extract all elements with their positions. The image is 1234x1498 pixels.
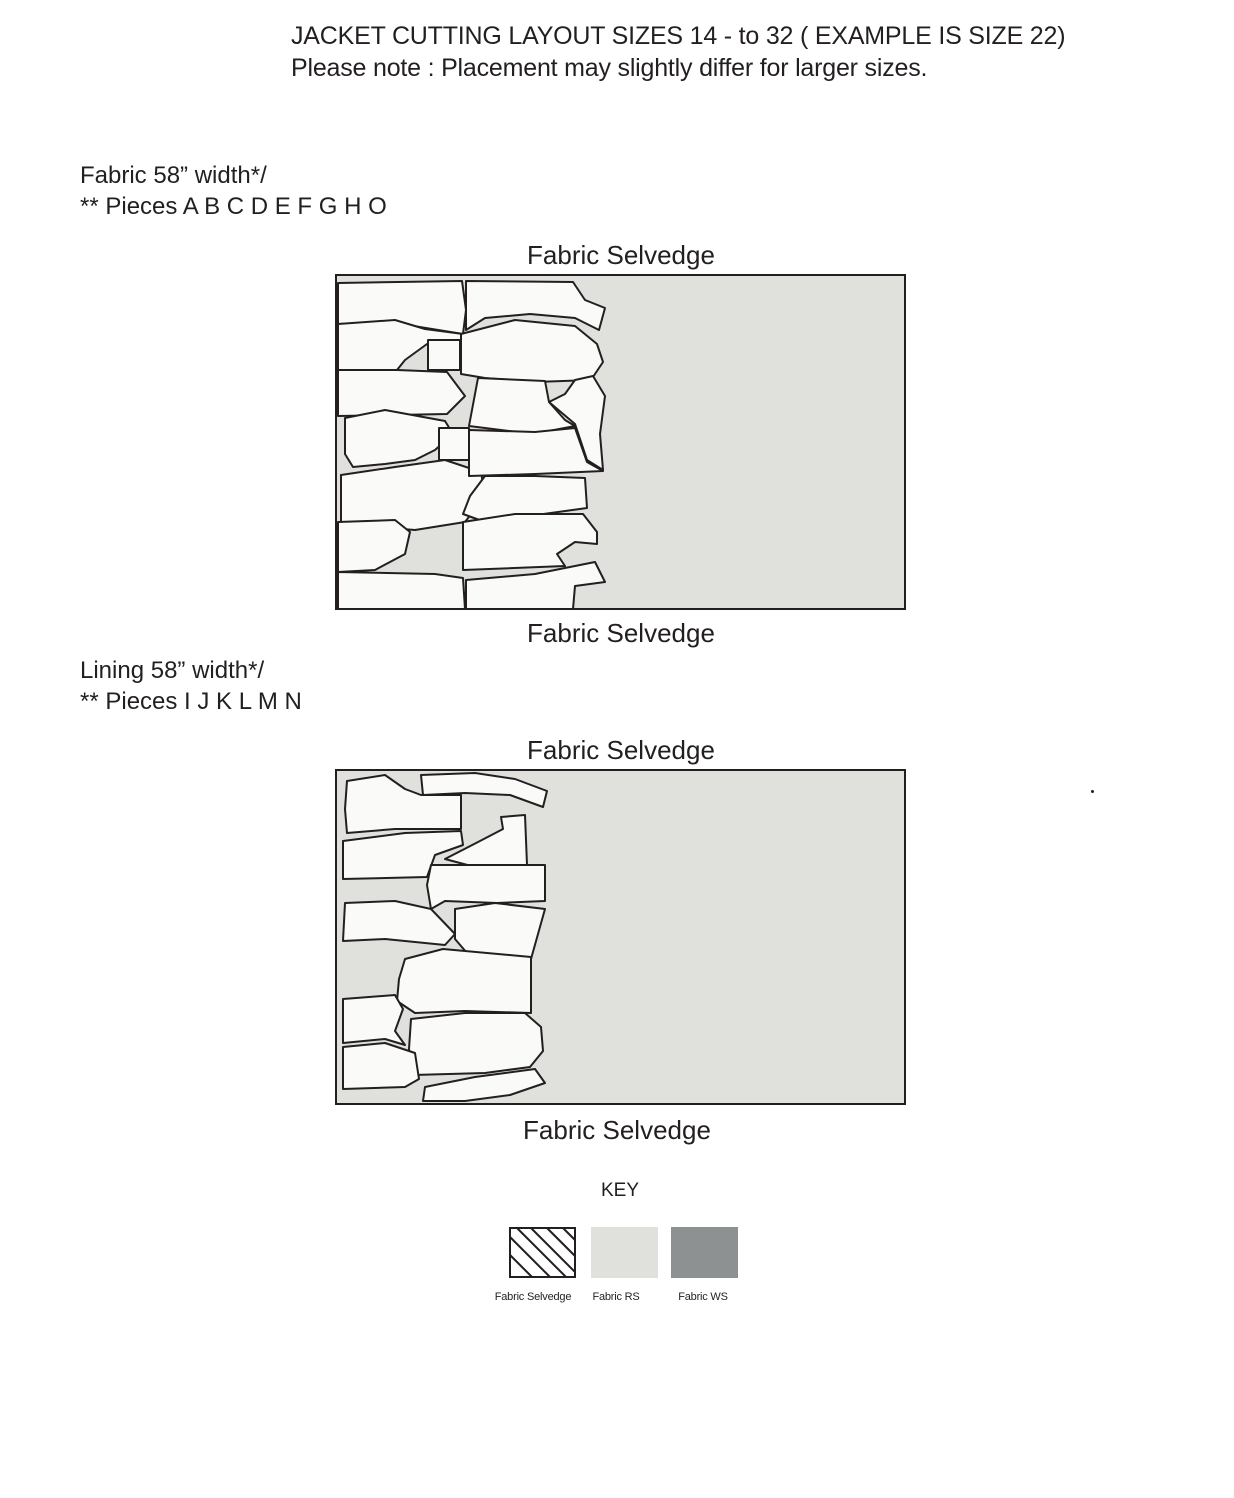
fabric-cutting-layout <box>335 274 907 611</box>
key-label-fabric-ws: Fabric WS <box>678 1291 728 1303</box>
pattern-piece <box>343 995 405 1045</box>
key-swatch-fabric-rs <box>591 1227 658 1278</box>
fabric-width-label: Fabric 58” width*/ <box>80 162 267 189</box>
pattern-piece <box>397 949 531 1013</box>
page-title: JACKET CUTTING LAYOUT SIZES 14 - to 32 ( EXAMPLE IS SIZE 22) <box>291 22 1066 50</box>
lining-pieces-label: ** Pieces I J K L M N <box>80 688 302 715</box>
pattern-piece-small <box>428 340 460 370</box>
placement-note: Please note : Placement may slightly differ for larger sizes. <box>291 54 928 82</box>
key-swatch-selvedge <box>509 1227 576 1278</box>
pattern-piece <box>338 572 465 609</box>
key-title: KEY <box>600 1180 640 1201</box>
fabric-bottom-selvedge-label: Fabric Selvedge <box>527 618 715 648</box>
lining-top-selvedge-label: Fabric Selvedge <box>527 735 715 765</box>
stray-mark <box>1091 790 1094 793</box>
fabric-pieces-label: ** Pieces A B C D E F G H O <box>80 193 387 220</box>
key-label-selvedge: Fabric Selvedge <box>494 1291 572 1303</box>
lining-cutting-layout <box>335 769 907 1106</box>
lining-bottom-selvedge-label: Fabric Selvedge <box>523 1115 711 1145</box>
pattern-piece-small <box>439 428 469 460</box>
pattern-piece <box>343 1043 419 1089</box>
key-label-fabric-rs: Fabric RS <box>592 1291 640 1303</box>
key-swatch-fabric-ws <box>671 1227 738 1278</box>
page-header <box>291 20 1065 84</box>
fabric-top-selvedge-label: Fabric Selvedge <box>527 240 715 270</box>
pattern-piece <box>338 370 465 416</box>
lining-width-label: Lining 58” width*/ <box>80 657 265 684</box>
pattern-piece <box>409 1013 543 1075</box>
